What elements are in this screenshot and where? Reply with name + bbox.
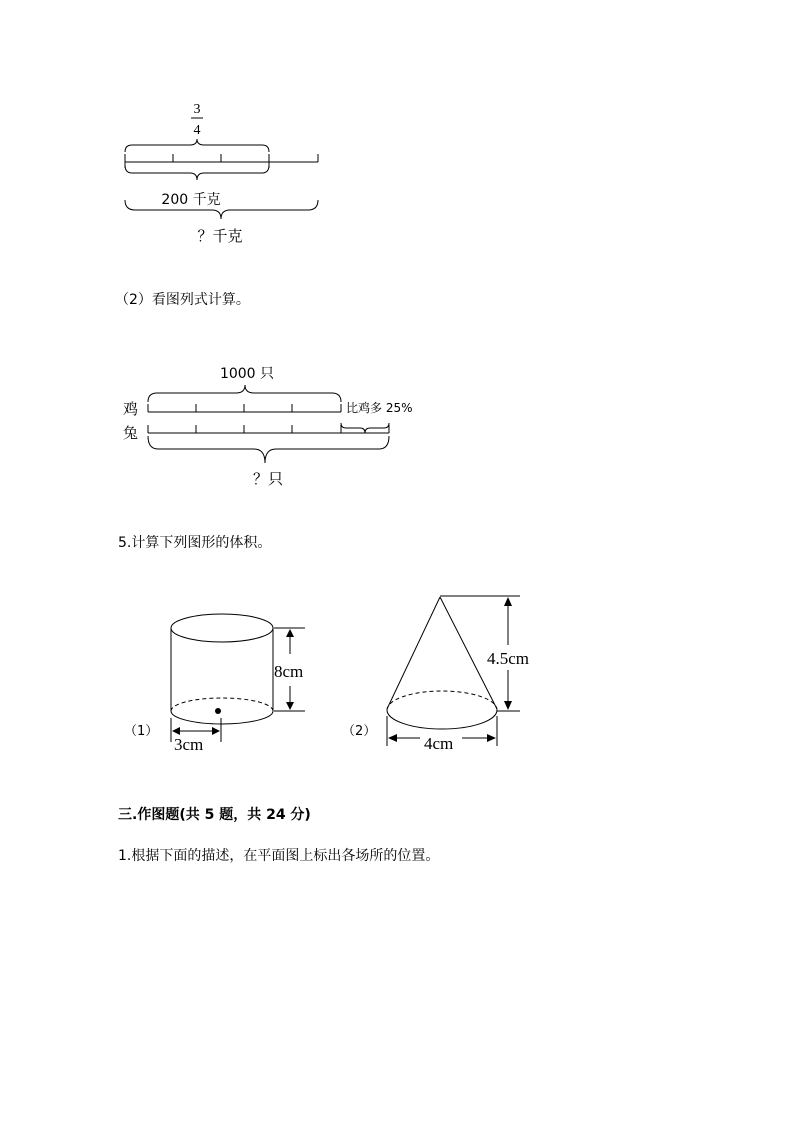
question-text: 5.计算下列图形的体积。 [118,535,272,551]
chicken-label: 鸡 [123,400,139,418]
cone-height-label: 4.5cm [487,649,530,668]
cylinder-index: （1） [124,724,159,739]
cone-diameter-label: 4cm [424,734,454,753]
cone-index: （2） [342,724,377,739]
cylinder-height-label: 8cm [274,662,304,681]
rabbit-unknown-label: ？只 [252,470,284,488]
chicken-total-label: 1000 只 [219,366,275,382]
more-percent-label: 比鸡多 25% [346,401,413,415]
arrow-head [388,734,397,742]
arrow-head [504,597,512,606]
cone-side [387,597,440,709]
arrow-head [487,734,496,742]
section-title: 三.作图题(共 5 题，共 24 分) [118,807,311,823]
fraction-numerator: 3 [193,102,201,117]
arrow-head [504,701,512,710]
known-weight-label: 200 千克 [161,192,221,208]
rabbit-label: 兔 [123,424,139,442]
fraction-denominator: 4 [193,123,201,138]
unknown-weight-label: ？千克 [197,227,243,245]
cone-base-front [387,710,497,729]
question-text: 1.根据下面的描述，在平面图上标出各场所的位置。 [118,848,440,864]
question-text: （2）看图列式计算。 [115,292,250,308]
cone-base-back [387,691,497,710]
cylinder-radius-label: 3cm [174,735,204,754]
